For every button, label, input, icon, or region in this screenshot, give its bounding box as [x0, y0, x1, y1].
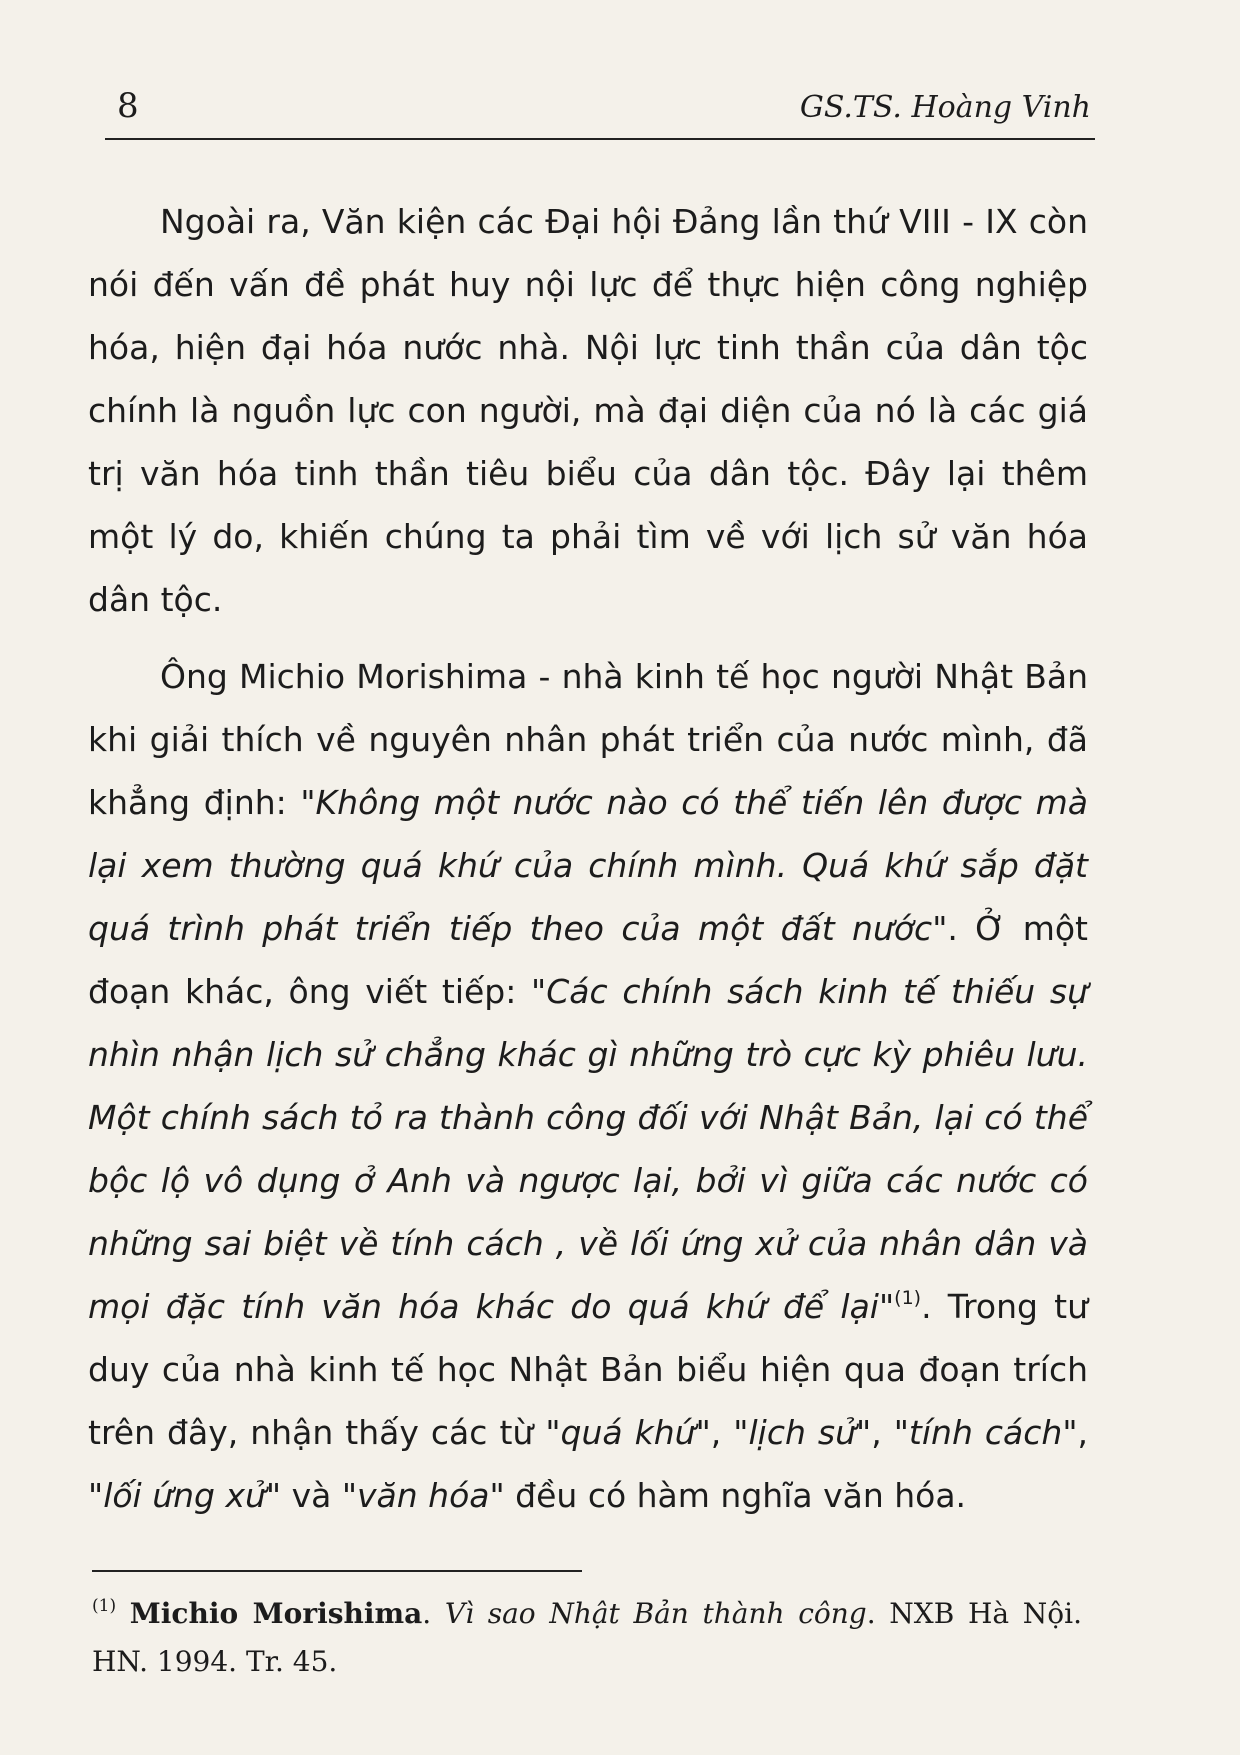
paragraph-2: [88, 645, 1088, 1527]
paragraph-1: Ngoài ra, Văn kiện các Đại hội Đảng lần thứ VIII - IX còn nói đến vấn đề phát huy nội lực để thực hiện công nghiệp hóa, hiện đại hóa nước nhà. Nội lực tinh thần của dân tộc chính là nguồn lực con người, mà đại diện của nó là các giá trị văn hóa tinh thần tiêu biểu của dân tộc. Đây lại thêm một lý do, khiến chúng ta phải tìm về với lịch sử văn hóa dân tộc.: [88, 202, 1088, 619]
page-number: 8: [117, 86, 139, 126]
term-separator-3: ", ": [88, 1413, 1088, 1515]
paragraph-2-mid: ". Ở một đoạn khác, ông viết tiếp: ": [88, 909, 1088, 1011]
term-lich-su: lịch sử: [748, 1413, 857, 1452]
footnote-separator: .: [422, 1597, 445, 1630]
term-tinh-cach: tính cách: [908, 1413, 1063, 1452]
footnote: [92, 1590, 1082, 1686]
paragraph-2-after-note: . Trong tư duy của nhà kinh tế học Nhật Bản biểu hiện qua đoạn trích trên đây, nhận thấy các từ ": [88, 1287, 1088, 1452]
footnote-author: Michio Morishima: [129, 1597, 423, 1630]
running-head: GS.TS. Hoàng Vinh: [799, 90, 1091, 125]
term-separator-2: ", ": [856, 1413, 909, 1452]
term-loi-ung-xu: lối ứng xử: [103, 1476, 266, 1515]
footnote-publication: . NXB Hà Nội. HN. 1994. Tr. 45.: [92, 1597, 1083, 1678]
footnote-book-title: Vì sao Nhật Bản thành công: [444, 1597, 867, 1630]
term-separator-1: ", ": [695, 1413, 749, 1452]
quote-1: Không một nước nào có thể tiến lên được mà lại xem thường quá khứ của chính mình. Quá khứ sắp đặt quá trình phát triển tiếp theo của một đất nước: [88, 783, 1089, 948]
quote-2: Các chính sách kinh tế thiếu sự nhìn nhận lịch sử chẳng khác gì những trò cực kỳ phiêu lưu. Một chính sách tỏ ra thành công đối với Nhật Bản, lại có thể bộc lộ vô dụng ở Anh và ngược lại, bởi vì giữa các nước có những sai biệt về tính cách , về lối ứng xử của nhân dân và mọi đặc tính văn hóa khác do quá khứ để lại: [88, 972, 1089, 1326]
term-qua-khu: quá khứ: [560, 1413, 696, 1452]
paragraph-2-close-quote: ": [878, 1287, 895, 1326]
footnote-divider: [92, 1570, 582, 1572]
term-separator-4: " và ": [265, 1476, 358, 1515]
paragraph-2-intro: Ông Michio Morishima - nhà kinh tế học người Nhật Bản khi giải thích về nguyên nhân phát triển của nước mình, đã khẳng định: ": [88, 657, 1088, 822]
body-text: [88, 190, 1088, 1541]
page-header: [105, 78, 1095, 140]
paragraph-2-end: " đều có hàm nghĩa văn hóa.: [489, 1476, 967, 1515]
footnote-reference: (1): [894, 1287, 922, 1309]
footnote-mark: (1): [92, 1596, 117, 1616]
term-van-hoa: văn hóa: [357, 1476, 490, 1515]
